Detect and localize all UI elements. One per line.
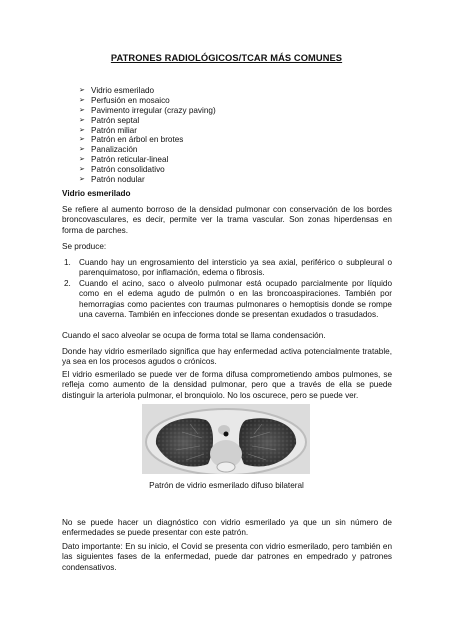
paragraph-definition: Se refiere al aumento borroso de la densidad pulmonar con conservación de los bordes broncovasculares, es decir, permite ver la trama vascular. Son zonas hiperdensas en forma de parches. bbox=[62, 205, 392, 235]
document-title: PATRONES RADIOLÓGICOS/TCAR MÁS COMUNES bbox=[110, 53, 343, 63]
arrow-bullet-icon: ➢ bbox=[79, 116, 85, 124]
paragraph-diagnosis: No se puede hacer un diagnóstico con vidrio esmerilado ya que un sin número de enfermedades se puede presentar con este patrón. bbox=[62, 518, 392, 538]
list-item: ➢ Patrón en árbol en brotes bbox=[79, 135, 184, 145]
figure-caption: Patrón de vidrio esmerilado difuso bilateral bbox=[149, 481, 304, 490]
arrow-bullet-icon: ➢ bbox=[79, 136, 85, 144]
paragraph-condensation: Cuando el saco alveolar se ocupa de forma total se llama condensación. bbox=[62, 331, 326, 340]
section-heading: Vidrio esmerilado bbox=[62, 189, 131, 198]
paragraph-diffuse: El vidrio esmerilado se puede ver de forma difusa comprometiendo ambos pulmones, se refleja como aumento de la densidad pulmonar, pero que a través de ella se puede distinguir la arteriola pulmonar, el bronquiolo. No los oscurece, pero se puede ver. bbox=[62, 370, 392, 400]
arrow-bullet-icon: ➢ bbox=[79, 87, 85, 94]
arrow-bullet-icon: ➢ bbox=[79, 176, 85, 184]
list-item: ➢ Perfusión en mosaico bbox=[79, 95, 170, 105]
arrow-bullet-icon: ➢ bbox=[79, 146, 85, 154]
list-item: ➢ Patrón reticular-lineal bbox=[79, 155, 169, 165]
pattern-list bbox=[79, 86, 216, 185]
list-item: ➢ Patrón nodular bbox=[79, 175, 145, 185]
arrow-bullet-icon: ➢ bbox=[79, 106, 85, 114]
paragraph-intro-causes: Se produce: bbox=[62, 242, 107, 251]
list-item: ➢ Patrón miliar bbox=[79, 125, 137, 135]
ct-scan-image bbox=[142, 404, 310, 474]
arrow-bullet-icon: ➢ bbox=[79, 126, 85, 134]
arrow-bullet-icon: ➢ bbox=[79, 166, 85, 174]
list-item: ➢ Patrón consolidativo bbox=[79, 165, 165, 175]
list-item: ➢ Panalización bbox=[79, 145, 138, 155]
list-item: 1. Cuando hay un engrosamiento del intersticio ya sea axial, periférico o subpleural o parenquimatoso, por inflamación, edema o fibrosis. bbox=[64, 258, 392, 278]
paragraph-covid-note: Dato importante: En su inicio, el Covid se presenta con vidrio esmerilado, pero también en las siguientes fases de la enfermedad, puede dar patrones en empedrado y patrones condensativos. bbox=[62, 542, 392, 572]
arrow-bullet-icon: ➢ bbox=[79, 156, 85, 164]
list-item: ➢ Patrón septal bbox=[79, 115, 140, 125]
paragraph-active-disease: Donde hay vidrio esmerilado significa que hay enfermedad activa potencialmente tratable, ya sea en los procesos agudos o crónicos. bbox=[62, 347, 392, 367]
list-item: 2. Cuando el acino, saco o alveolo pulmonar está ocupado parcialmente por líquido como en el edema agudo de pulmón o en las broncoaspiraciones. También por hemorragias como pacientes con traumas pulmonares o hemoptisis donde se rompe una caverna. También en infecciones donde se presentan exudados o trasudados. bbox=[64, 278, 392, 320]
ct-scan-illustration bbox=[142, 404, 310, 474]
causes-list bbox=[62, 258, 392, 320]
list-item: ➢ Vidrio esmerilado bbox=[79, 86, 155, 95]
arrow-bullet-icon: ➢ bbox=[79, 96, 85, 104]
list-item: ➢ Pavimento irregular (crazy paving) bbox=[79, 105, 216, 115]
